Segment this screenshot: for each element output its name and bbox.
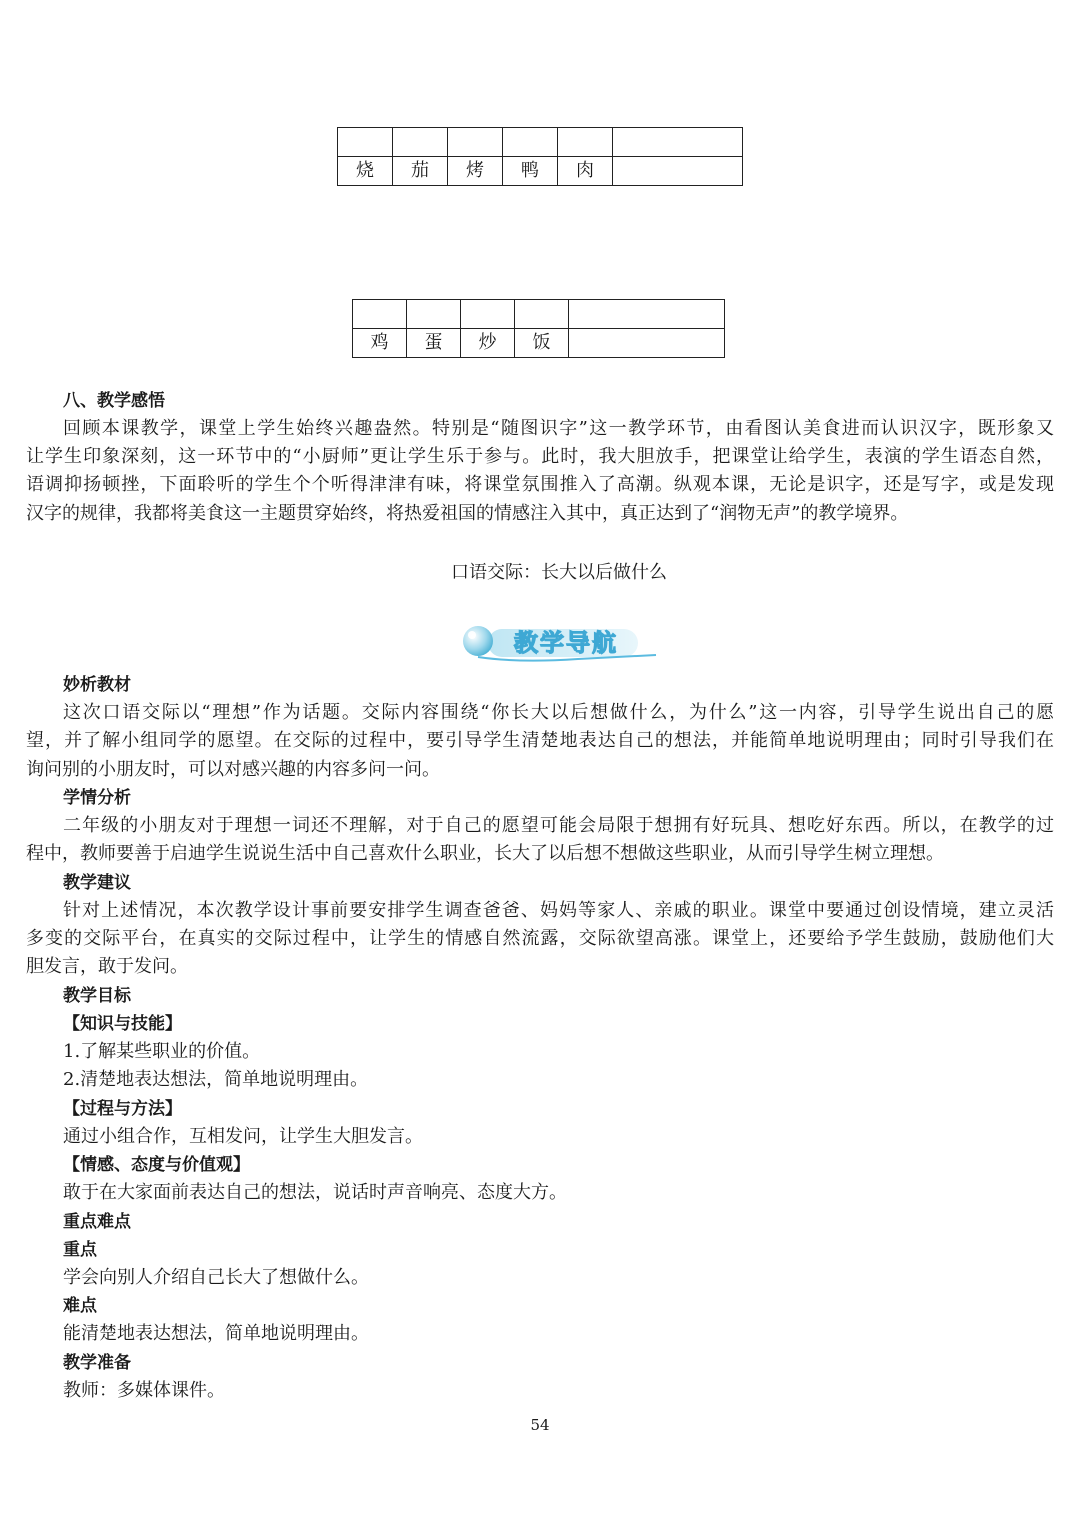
- subheading-process: 【过程与方法】: [63, 1099, 182, 1119]
- teaching-guide-banner: [458, 617, 658, 669]
- grid-cell: [558, 128, 613, 157]
- section-heading-student: 学情分析: [63, 788, 131, 808]
- grid-cell: [407, 300, 461, 329]
- grid-char: 烧: [338, 157, 393, 186]
- grid-cell: [515, 300, 569, 329]
- grid-cell: [461, 300, 515, 329]
- paragraph-line: 二年级的小朋友对于理想一词还不理解，对于自己的愿望可能会局限于想拥有好玩具、想吃好东西。所以，在教学的过: [63, 815, 1054, 836]
- subheading-key: 重点: [63, 1240, 97, 1260]
- grid-cell: [353, 300, 407, 329]
- grid-char: 蛋: [407, 329, 461, 358]
- difficulty-text: 能清楚地表达想法，简单地说明理由。: [63, 1323, 369, 1344]
- bubble-icon: [463, 626, 493, 656]
- paragraph-line: 望，并了解小组同学的愿望。在交际的过程中，要引导学生清楚地表达自己的想法，并能简单地说明理由；同时引导我们在: [26, 730, 1054, 751]
- grid-char: 炒: [461, 329, 515, 358]
- paragraph-line: 询问别的小朋友时，可以对感兴趣的内容多问一问。: [26, 759, 440, 780]
- grid-char-row: [353, 329, 725, 358]
- paragraph-line: 胆发言，敢于发问。: [26, 956, 188, 977]
- paragraph-line: 针对上述情况，本次教学设计事前要安排学生调查爸爸、妈妈等家人、亲戚的职业。课堂中要通过创设情境，建立灵活: [63, 900, 1054, 921]
- key-text: 学会向别人介绍自己长大了想做什么。: [63, 1267, 369, 1288]
- section-heading-prep: 教学准备: [63, 1353, 131, 1373]
- paragraph-line: 这次口语交际以“理想”作为话题。交际内容围绕“你长大以后想做什么，为什么”这一内容，引导学生说出自己的愿: [63, 702, 1054, 723]
- goal-item: 通过小组合作，互相发问，让学生大胆发言。: [63, 1126, 423, 1147]
- grid-char-row: [338, 157, 743, 186]
- paragraph-line: 汉字的规律，我都将美食这一主题贯穿始终，将热爱祖国的情感注入其中，真正达到了“润物无声”的教学境界。: [26, 503, 909, 524]
- grid-cell: [613, 128, 743, 157]
- grid-char: 茄: [393, 157, 448, 186]
- grid-char: 鸡: [353, 329, 407, 358]
- grid-char: 烤: [448, 157, 503, 186]
- oral-lesson-title: 口语交际：长大以后做什么: [451, 562, 667, 583]
- grid-char: 肉: [558, 157, 613, 186]
- paragraph-line: 程中，教师要善于启迪学生说说生活中自己喜欢什么职业，长大了以后想不想做这些职业，从而引导学生树立理想。: [26, 843, 944, 864]
- paragraph-line: 让学生印象深刻，这一环节中的“小厨师”更让学生乐于参与。此时，我大胆放手，把课堂让给学生，表演的学生语态自然，: [26, 446, 1054, 467]
- grid-cell: [569, 329, 725, 358]
- goal-item: 1.了解某些职业的价值。: [63, 1041, 261, 1062]
- grid-cell: [393, 128, 448, 157]
- grid-cell: [503, 128, 558, 157]
- grid-char: 鸭: [503, 157, 558, 186]
- grid-cell: [338, 128, 393, 157]
- paragraph-line: 回顾本课教学，课堂上学生始终兴趣盎然。特别是“随图识字”这一教学环节，由看图认美食进而认识汉字，既形象又: [63, 418, 1054, 439]
- grid-char: 饭: [515, 329, 569, 358]
- grid-blank-row: [338, 128, 743, 157]
- subheading-knowledge: 【知识与技能】: [63, 1014, 182, 1034]
- section-heading-suggestion: 教学建议: [63, 873, 131, 893]
- grid-blank-row: [353, 300, 725, 329]
- subheading-emotion: 【情感、态度与价值观】: [63, 1155, 250, 1175]
- page-number: 54: [530, 1416, 550, 1434]
- goal-item: 敢于在大家面前表达自己的想法，说话时声音响亮、态度大方。: [63, 1182, 567, 1203]
- goal-item: 2.清楚地表达想法，简单地说明理由。: [63, 1069, 369, 1090]
- grid-cell: [448, 128, 503, 157]
- section-heading-keypoints: 重点难点: [63, 1212, 131, 1232]
- paragraph-line: 语调抑扬顿挫，下面聆听的学生个个听得津津有味，将课堂氛围推入了高潮。纵观本课，无论是识字，还是写字，或是发现: [26, 474, 1054, 495]
- prep-text: 教师：多媒体课件。: [63, 1380, 225, 1401]
- grid-cell: [569, 300, 725, 329]
- section-heading-reflection: 八、教学感悟: [63, 391, 165, 411]
- grid-cell: [613, 157, 743, 186]
- banner-title: 教学导航: [514, 629, 618, 657]
- section-heading-goals: 教学目标: [63, 986, 131, 1006]
- paragraph-line: 多变的交际平台，在真实的交际过程中，让学生的情感自然流露，交际欲望高涨。课堂上，还要给予学生鼓励，鼓励他们大: [26, 928, 1054, 949]
- character-grid-2: [352, 299, 725, 358]
- character-grid-1: [337, 127, 743, 186]
- subheading-difficulty: 难点: [63, 1296, 97, 1316]
- section-heading-analysis: 妙析教材: [63, 675, 131, 695]
